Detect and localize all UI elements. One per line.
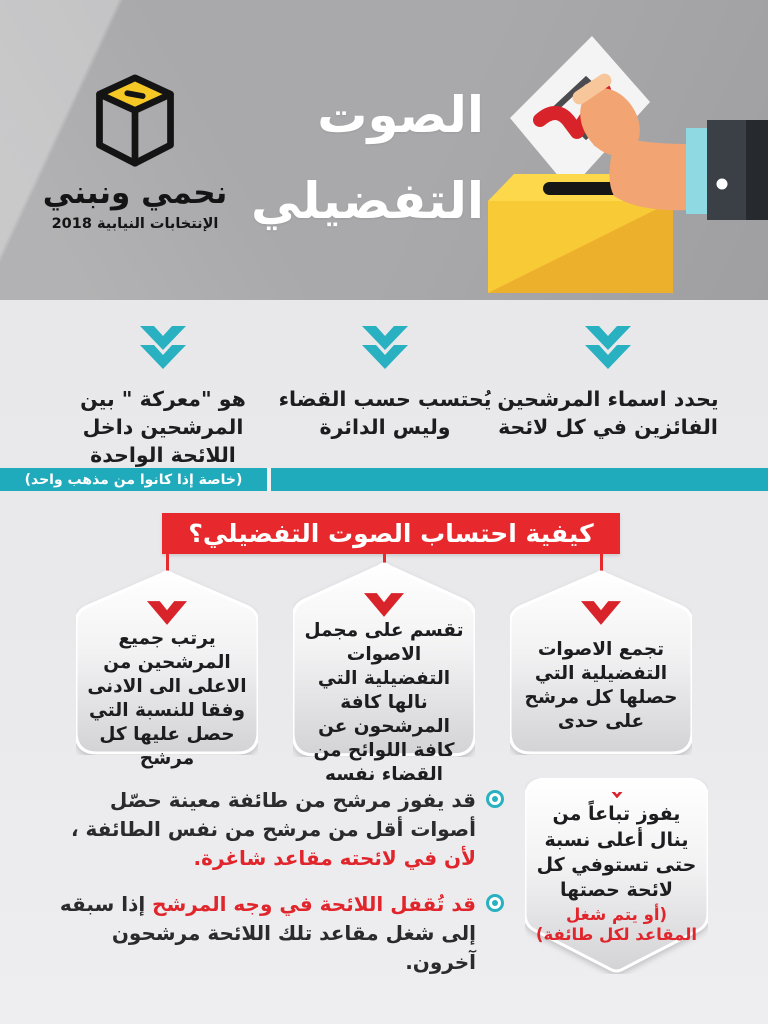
page-title-line1: الصوت xyxy=(317,86,484,144)
result-note: (أو يتم شغل المقاعد لكل طائفة) xyxy=(535,904,698,945)
teal-bar-divider xyxy=(267,468,271,491)
result-text: يفوز تباعاً من ينال أعلى نسبة حتى تستوفي كل لائحة حصتها xyxy=(536,803,697,901)
step-text: تجمع الاصوات التفضيلية التي حصلها كل مرشح على حدى xyxy=(524,638,678,733)
ballot-box-logo-icon xyxy=(91,74,179,170)
target-bullet-icon xyxy=(486,894,504,912)
chevron-down-icon xyxy=(147,601,187,625)
step-badge-collect xyxy=(510,569,692,755)
double-chevron-down-icon xyxy=(584,326,632,370)
intro-item-winners xyxy=(497,326,719,442)
logo-name: نحمي ونبني xyxy=(42,175,228,211)
step-badge-rank xyxy=(76,569,258,770)
chevron-down-icon xyxy=(364,593,404,617)
note-text-red: قد تُقفل اللائحة في وجه المرشح xyxy=(152,892,476,916)
page-title-line2: التفضيلي xyxy=(251,172,484,230)
intro-item-district xyxy=(274,326,496,442)
step-text: يرتب جميع المرشحين من الاعلى الى الادنى وفقا للنسبة التي حصل عليها كل مرشح xyxy=(87,628,247,770)
intro-item-text: يُحتسب حسب القضاء وليس الدائرة xyxy=(278,387,492,439)
double-chevron-down-icon xyxy=(361,326,409,370)
target-bullet-icon xyxy=(486,790,504,808)
double-chevron-down-icon xyxy=(139,326,187,370)
step-badge-divide xyxy=(293,561,475,786)
campaign-logo xyxy=(40,74,230,232)
intro-item-battle xyxy=(52,326,274,470)
step-text: تقسم على مجمل الاصوات التفضيلية التي نالها كافة المرشحون عن كافة اللوائح من القضاء نفسه xyxy=(304,620,464,786)
intro-item-text: يحدد اسماء المرشحين الفائزين في كل لائحة xyxy=(497,387,719,439)
note-item xyxy=(52,890,504,977)
teal-note-text: (خاصة إذا كانوا من مذهب واحد) xyxy=(24,471,243,488)
note-item xyxy=(52,786,504,873)
chevron-down-icon xyxy=(597,792,637,798)
page-title xyxy=(228,72,484,244)
header-banner xyxy=(0,0,768,300)
note-text-black: إذا سبقه إلى شغل مقاعد تلك اللائحة مرشحون آخرون. xyxy=(59,892,476,974)
section-banner: كيفية احتساب الصوت التفضيلي؟ xyxy=(162,513,620,554)
hand-voting-illustration xyxy=(488,18,768,294)
intro-item-text: هو "معركة " بين المرشحين داخل اللائحة الواحدة xyxy=(80,387,246,467)
result-badge xyxy=(525,778,708,974)
chevron-down-icon xyxy=(581,601,621,625)
logo-subtitle: الإنتخابات النيابية 2018 xyxy=(51,216,219,233)
note-text-red: لأن في لائحته مقاعد شاغرة. xyxy=(193,846,476,870)
note-text xyxy=(52,890,476,977)
teal-note-bar xyxy=(0,468,768,491)
note-text-black: قد يفوز مرشح من طائفة معينة حصّل أصوات أقل من مرشح من نفس الطائفة ، xyxy=(70,788,476,841)
note-text xyxy=(52,786,476,873)
